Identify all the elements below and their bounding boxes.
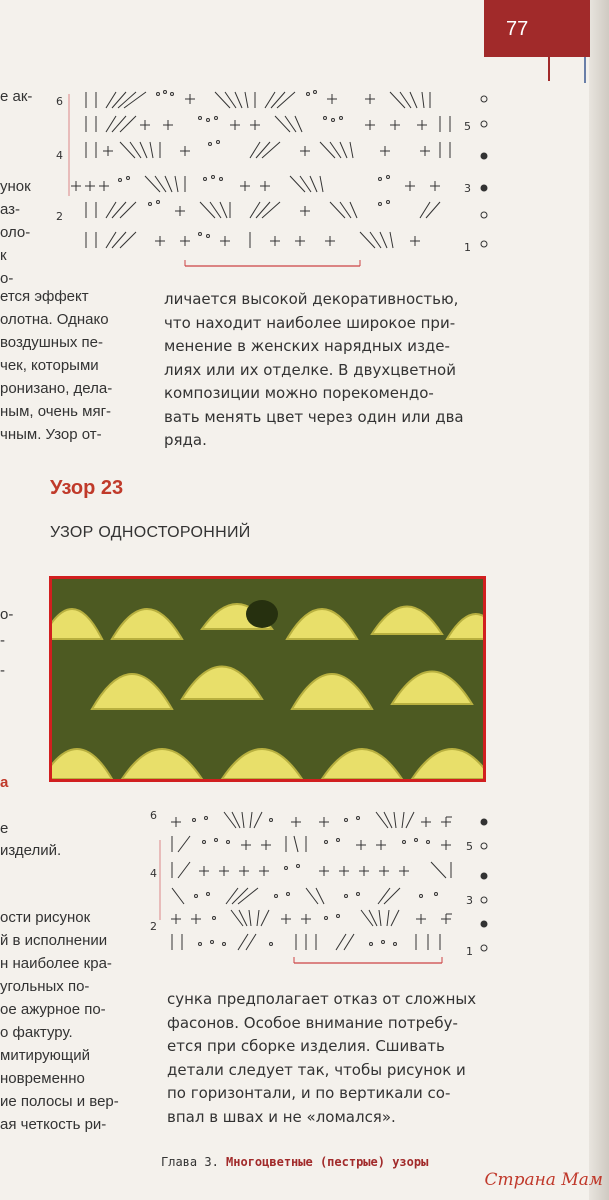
- left-fragment: ости рисунок: [0, 909, 91, 926]
- left-fragment: ется эффект: [0, 288, 89, 305]
- page-footer: [161, 1155, 428, 1169]
- diagram2-row-1: 1: [466, 945, 473, 958]
- left-fragment: ое ажурное по-: [0, 1001, 106, 1018]
- crochet-diagram-2: [146, 800, 496, 970]
- left-fragment: о фактуру.: [0, 1024, 73, 1041]
- left-fragment: е: [0, 820, 9, 837]
- pattern-photo: [49, 576, 486, 782]
- left-fragment: а: [0, 774, 9, 791]
- diagram2-row-4: 4: [150, 867, 157, 880]
- page-edge-shadow: [589, 0, 609, 1200]
- left-fragment: чным. Узор от-: [0, 426, 102, 443]
- left-fragment: изделий.: [0, 842, 62, 859]
- left-fragment: о-: [0, 606, 14, 623]
- page-number: 77: [506, 18, 529, 40]
- paragraph-1: личается высокой декоративностью, что находит наиболее широкое при- менение в женских нарядных изде- лиях или их отделке. В двухцветной композиции можно порекомендо- вать менять цвет через один или два ряда.: [164, 290, 464, 449]
- left-fragment: новременно: [0, 1070, 85, 1087]
- left-fragment: ронизано, дела-: [0, 380, 113, 397]
- pattern-heading: Узор 23: [50, 477, 124, 499]
- left-fragment: й в исполнении: [0, 932, 108, 949]
- footer-title: Многоцветные (пестрые) узоры: [226, 1155, 429, 1169]
- left-fragment: митирующий: [0, 1047, 90, 1064]
- left-fragment: -: [0, 632, 5, 649]
- left-fragment: угольных по-: [0, 978, 90, 995]
- left-fragment: -: [0, 662, 5, 679]
- diagram1-row-1: 1: [464, 241, 471, 254]
- crochet-diagram-1: [50, 84, 500, 274]
- diagram1-row-4: 4: [56, 149, 63, 162]
- left-fragment: олотна. Однако: [0, 311, 109, 328]
- diagram2-row-6: 6: [150, 809, 157, 822]
- left-fragment: чек, которыми: [0, 357, 99, 374]
- paragraph-2: сунка предполагает отказ от сложных фасонов. Особое внимание потребу- ется при сборке изделия. Сшивать детали следует так, чтобы рисунок и по горизонтали, и по вертикали со- впал в швах и не «ломался».: [167, 990, 477, 1126]
- footer-chapter: Глава 3.: [161, 1155, 219, 1169]
- pattern-subheading: УЗОР ОДНОСТОРОННИЙ: [50, 524, 251, 541]
- watermark: Страна Мам: [484, 1170, 603, 1190]
- left-fragment: к: [0, 247, 7, 264]
- diagram2-row-5: 5: [466, 840, 473, 853]
- diagram2-row-2: 2: [150, 920, 157, 933]
- left-fragment: о-: [0, 270, 14, 287]
- page-number-box: [484, 0, 590, 57]
- left-fragment: аз-: [0, 201, 21, 218]
- blue-marker-line: [584, 57, 586, 83]
- left-fragment: е ак-: [0, 88, 33, 105]
- left-fragment: унок: [0, 178, 31, 195]
- left-fragment: воздушных пе-: [0, 334, 104, 351]
- left-fragment: н наиболее кра-: [0, 955, 112, 972]
- diagram1-row-3: 3: [464, 182, 471, 195]
- diagram2-row-3: 3: [466, 894, 473, 907]
- left-fragment: ие полосы и вер-: [0, 1093, 119, 1110]
- diagram1-row-6: 6: [56, 95, 63, 108]
- red-marker-line: [548, 57, 550, 81]
- diagram1-row-2: 2: [56, 210, 63, 223]
- left-fragment: ая четкость ри-: [0, 1116, 107, 1133]
- diagram1-row-5: 5: [464, 120, 471, 133]
- left-fragment: ным, очень мяг-: [0, 403, 112, 420]
- left-fragment: оло-: [0, 224, 31, 241]
